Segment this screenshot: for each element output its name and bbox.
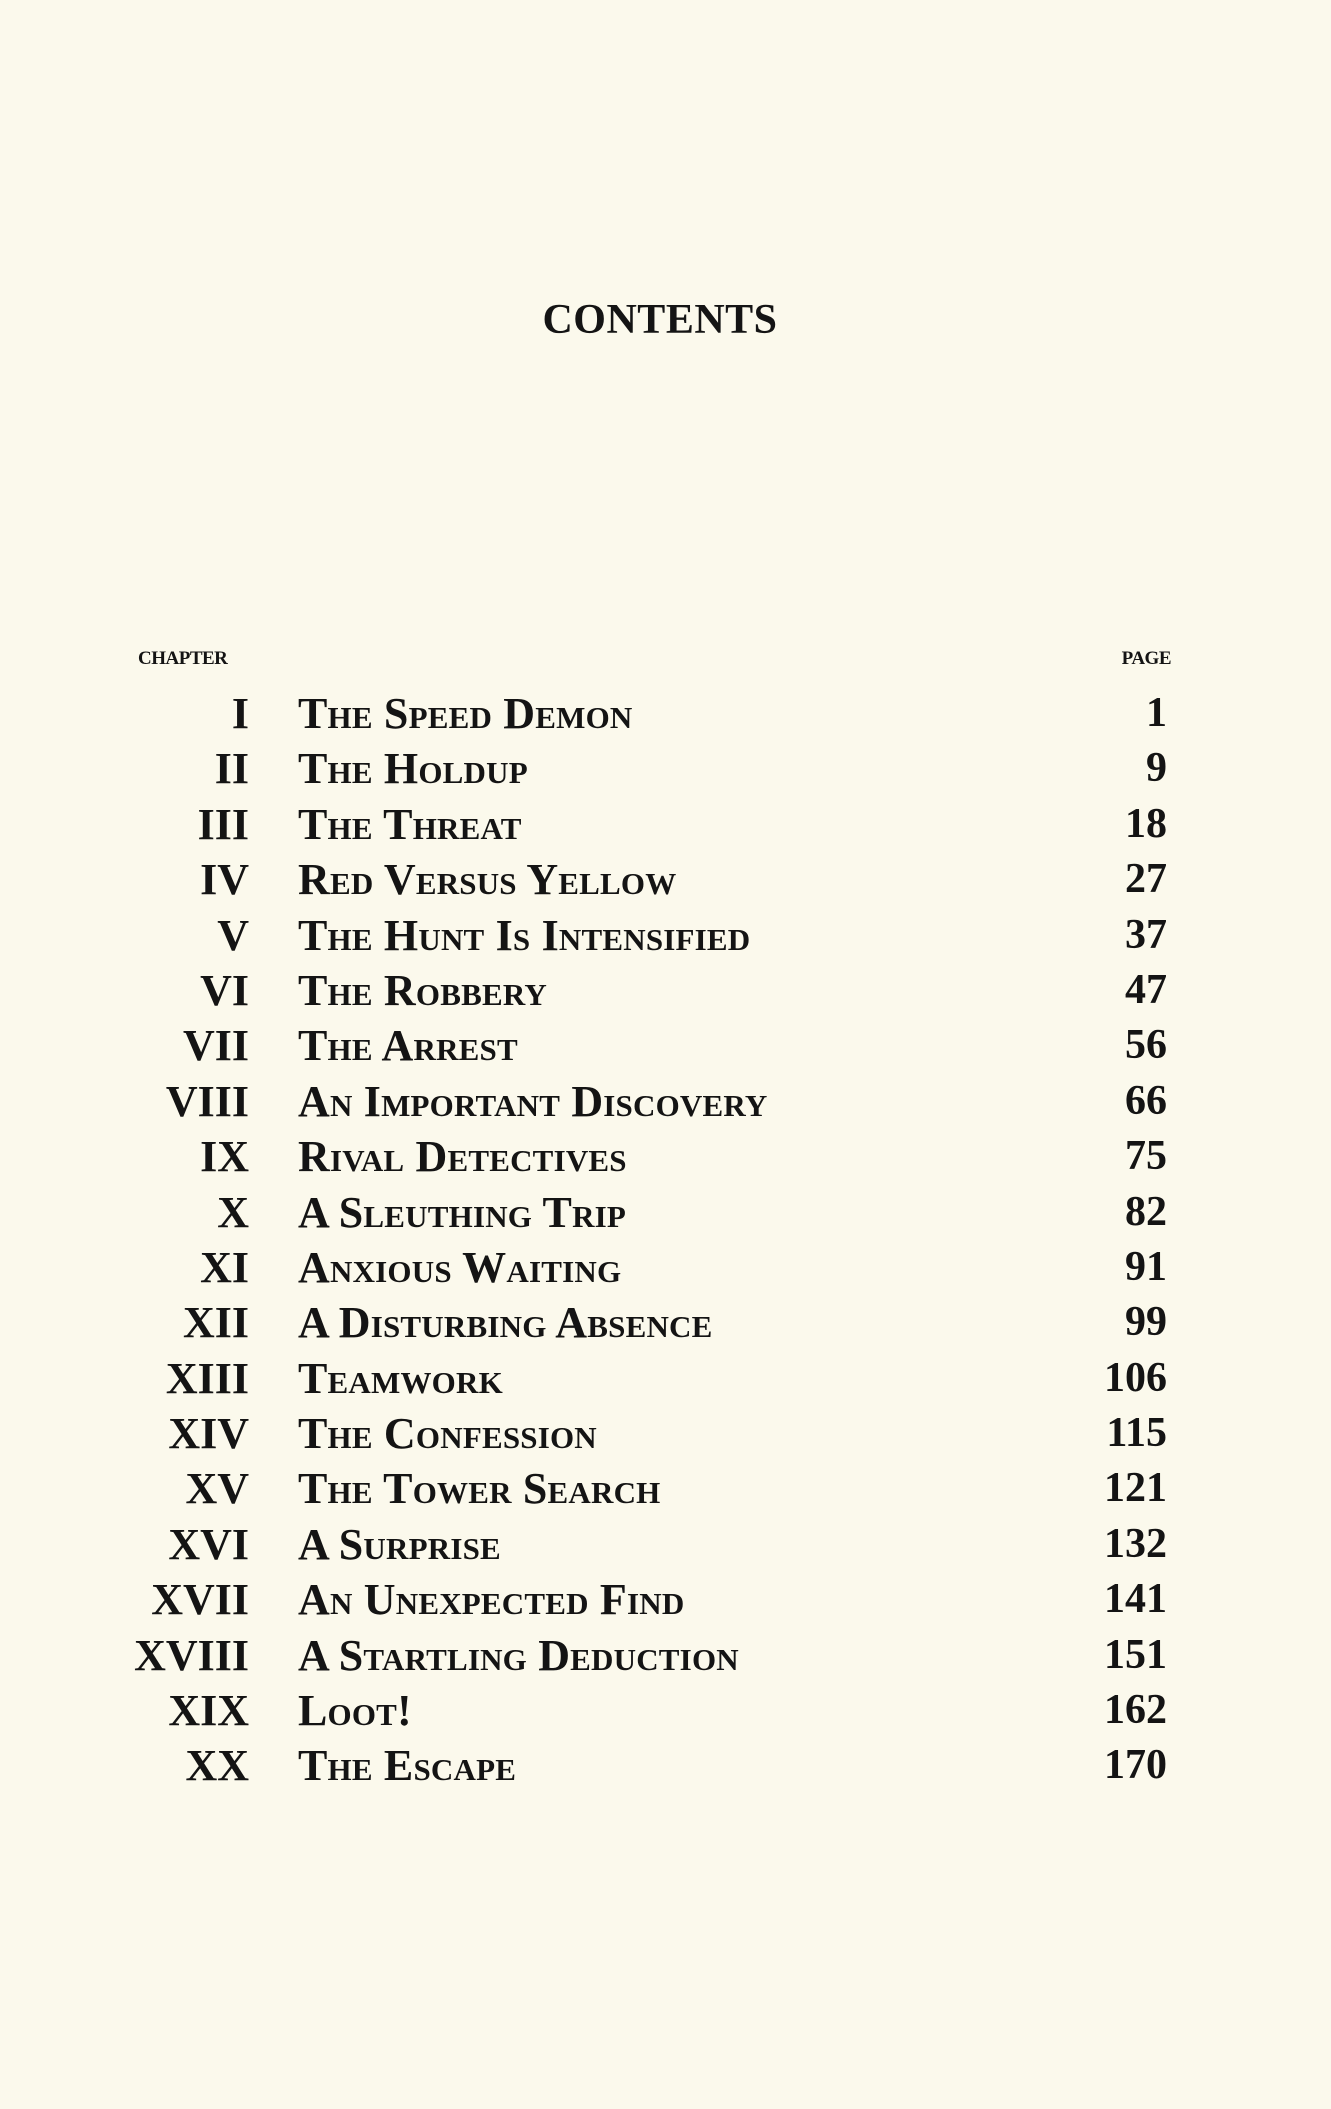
chapter-title: The Threat: [298, 799, 522, 849]
toc-row: [0, 1517, 1331, 1572]
toc-row: [0, 963, 1331, 1018]
toc-row: [0, 1351, 1331, 1406]
page-number: 99: [1125, 1299, 1167, 1346]
toc-row: [0, 1185, 1331, 1240]
chapter-number: XIII: [165, 1353, 249, 1403]
chapter-number: II: [214, 744, 249, 794]
chapter-column-header: CHAPTER: [138, 648, 228, 669]
chapter-number: X: [217, 1187, 249, 1237]
page-number: 9: [1146, 745, 1167, 792]
chapter-number: III: [197, 799, 249, 849]
chapter-title: Loot!: [298, 1686, 412, 1736]
chapter-title: The Holdup: [298, 744, 528, 794]
page-number: 56: [1125, 1022, 1167, 1069]
page-number: 106: [1104, 1354, 1167, 1401]
toc-row: [0, 852, 1331, 907]
chapter-title: Rival Detectives: [298, 1132, 627, 1182]
chapter-number: IX: [200, 1132, 249, 1182]
chapter-title: A Disturbing Absence: [298, 1298, 713, 1348]
chapter-number: VI: [200, 965, 249, 1015]
chapter-number: XVI: [168, 1519, 249, 1569]
page-number: 82: [1125, 1188, 1167, 1235]
chapter-title: An Unexpected Find: [298, 1575, 685, 1625]
chapter-title: The Hunt Is Intensified: [298, 910, 751, 960]
page-number: 162: [1104, 1687, 1167, 1734]
table-of-contents: [0, 686, 1331, 1794]
page-number: 115: [1106, 1410, 1167, 1457]
chapter-title: The Escape: [298, 1741, 517, 1791]
chapter-number: XIX: [168, 1686, 249, 1736]
toc-row: [0, 1406, 1331, 1461]
chapter-title: Anxious Waiting: [298, 1242, 622, 1292]
toc-row: [0, 908, 1331, 963]
chapter-title: The Confession: [298, 1409, 597, 1459]
toc-row: [0, 741, 1331, 796]
toc-row: [0, 1572, 1331, 1627]
page-number: 37: [1125, 911, 1167, 958]
toc-row: [0, 686, 1331, 741]
chapter-title: The Robbery: [298, 965, 547, 1015]
toc-row: [0, 1129, 1331, 1184]
page-number: 141: [1104, 1576, 1167, 1623]
chapter-title: A Startling Deduction: [298, 1630, 739, 1680]
chapter-number: XVIII: [134, 1630, 249, 1680]
page-number: 151: [1104, 1631, 1167, 1678]
chapter-title: An Important Discovery: [298, 1076, 768, 1126]
page-title: CONTENTS: [542, 297, 778, 343]
toc-row: [0, 1018, 1331, 1073]
chapter-number: I: [231, 689, 249, 738]
page-number: 18: [1125, 800, 1167, 847]
page-number: 91: [1125, 1243, 1167, 1290]
chapter-title: A Sleuthing Trip: [298, 1187, 627, 1237]
page-number: 75: [1125, 1133, 1167, 1180]
toc-row: [0, 1461, 1331, 1516]
chapter-number: XIV: [168, 1409, 249, 1459]
chapter-number: VII: [182, 1021, 249, 1071]
chapter-title: A Surprise: [298, 1519, 501, 1569]
chapter-number: XX: [185, 1741, 249, 1791]
toc-row: [0, 1295, 1331, 1350]
chapter-number: V: [217, 910, 249, 960]
chapter-title: Red Versus Yellow: [298, 855, 677, 905]
page-number: 132: [1104, 1520, 1167, 1567]
chapter-number: XV: [185, 1464, 249, 1514]
chapter-number: XII: [182, 1298, 249, 1348]
page-number: 1: [1146, 690, 1167, 736]
page-number: 170: [1104, 1742, 1167, 1789]
toc-row: [0, 1738, 1331, 1793]
chapter-number: XVII: [151, 1575, 249, 1625]
page-column-header: PAGE: [1121, 648, 1171, 669]
chapter-title: The Tower Search: [298, 1464, 661, 1514]
page-number: 66: [1125, 1077, 1167, 1124]
toc-row: [0, 1628, 1331, 1683]
toc-row: [0, 797, 1331, 852]
toc-row: [0, 1240, 1331, 1295]
chapter-number: XI: [200, 1242, 249, 1292]
toc-row: [0, 1683, 1331, 1738]
chapter-number: IV: [200, 855, 249, 905]
page-number: 47: [1125, 966, 1167, 1013]
chapter-title: The Arrest: [298, 1021, 518, 1071]
chapter-title: Teamwork: [298, 1353, 503, 1403]
page-number: 27: [1125, 856, 1167, 903]
chapter-title: The Speed Demon: [298, 689, 633, 738]
page-number: 121: [1104, 1465, 1167, 1512]
toc-row: [0, 1074, 1331, 1129]
chapter-number: VIII: [165, 1076, 249, 1126]
